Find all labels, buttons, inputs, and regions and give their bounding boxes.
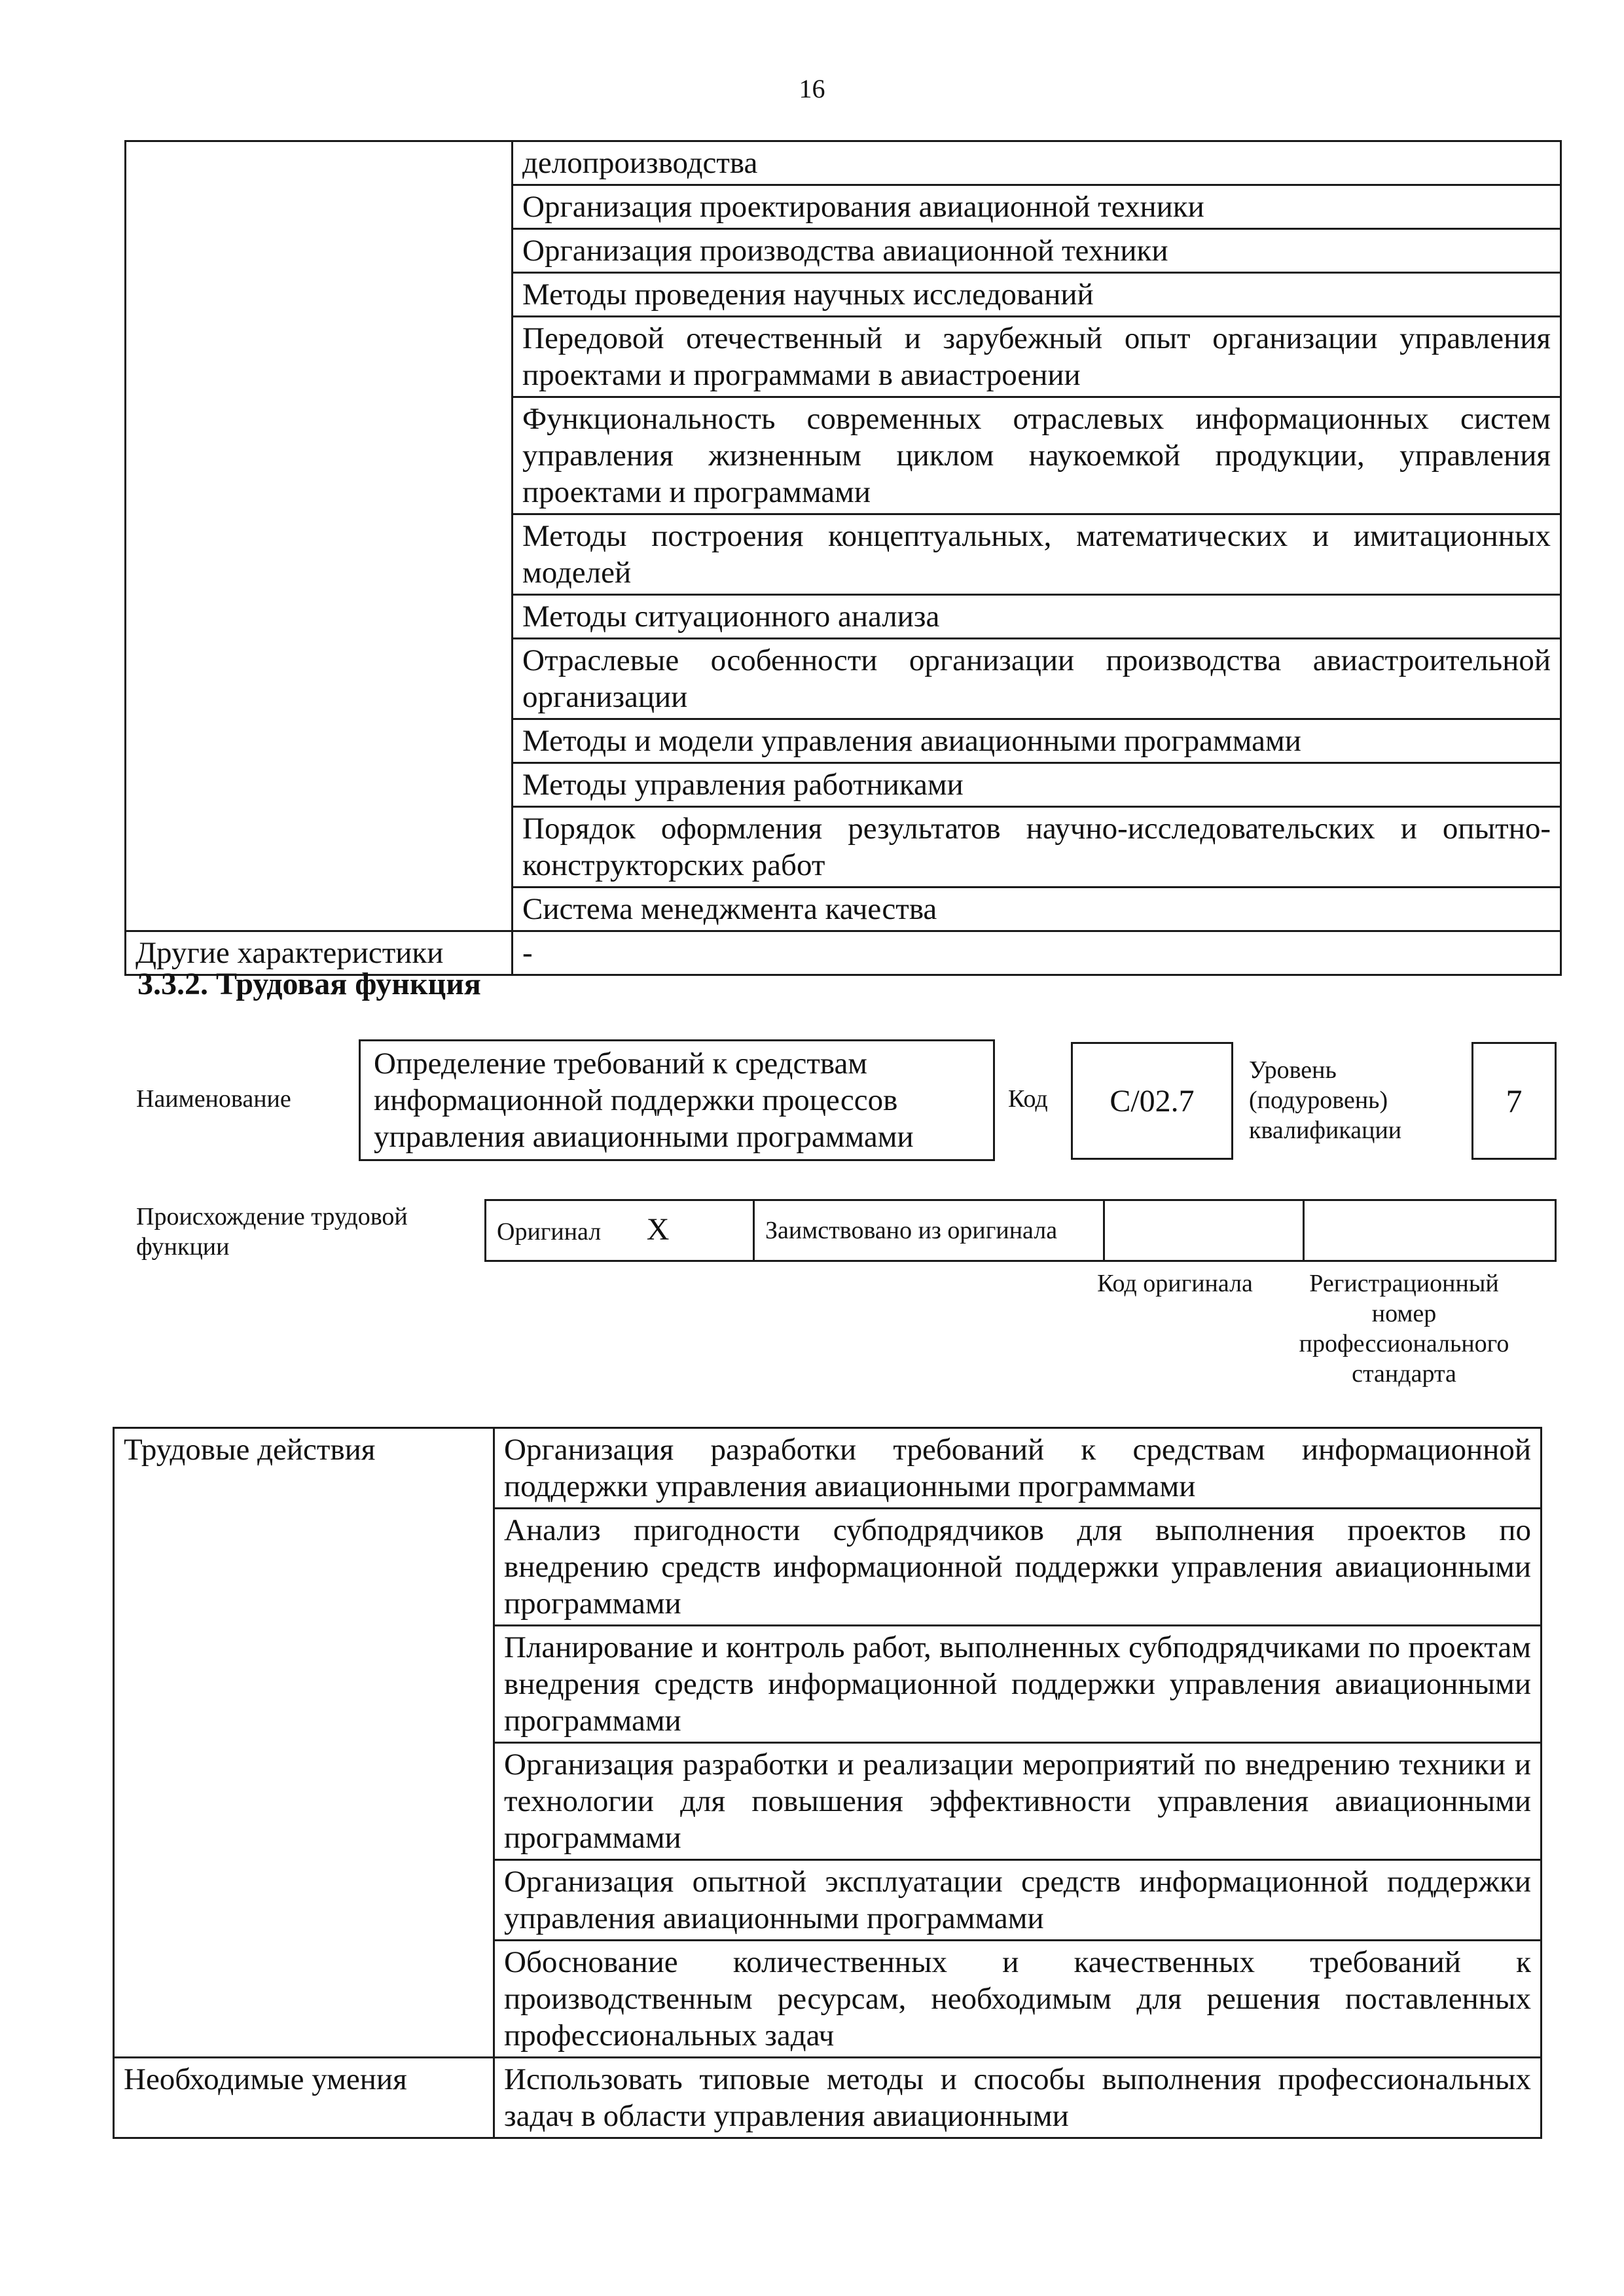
knowledge-item: Методы и модели управления авиационными программами xyxy=(513,719,1561,763)
knowledge-label-cell xyxy=(126,141,513,931)
borrowed-cell: Заимствовано из оригинала xyxy=(754,1200,1104,1261)
other-characteristics-label: Другие характеристики xyxy=(126,931,513,975)
original-mark: X xyxy=(646,1211,670,1247)
origin-label: Происхождение трудовой функции xyxy=(136,1203,408,1261)
knowledge-item: Передовой отечественный и зарубежный опыт организации управления проектами и программами в авиастроении xyxy=(513,317,1561,397)
level-label: Уровень (подуровень) квалификации xyxy=(1249,1056,1402,1144)
knowledge-table xyxy=(124,140,1562,976)
knowledge-item: Организация производства авиационной техники xyxy=(513,229,1561,273)
knowledge-item: Методы управления работниками xyxy=(513,763,1561,807)
function-name-box: Определение требований к средствам информационной поддержки процессов управления авиационными программами xyxy=(359,1039,995,1161)
code-original-caption: Код оригинала xyxy=(1097,1270,1253,1297)
knowledge-item: Порядок оформления результатов научно-исследовательских и опытно-конструкторских работ xyxy=(513,807,1561,888)
actions-table xyxy=(113,1427,1542,2139)
knowledge-item: Отраслевые особенности организации производства авиастроительной организации xyxy=(513,639,1561,719)
action-item: Анализ пригодности субподрядчиков для выполнения проектов по внедрению средств информационной поддержки управления авиационными программами xyxy=(494,1509,1542,1626)
knowledge-item: Функциональность современных отраслевых информационных систем управления жизненным циклом наукоемкой продукции, управления проектами и программами xyxy=(513,397,1561,514)
knowledge-item: Методы ситуационного анализа xyxy=(513,595,1561,639)
action-item-row xyxy=(114,1428,1542,1509)
knowledge-item: делопроизводства xyxy=(513,141,1561,185)
code-label: Код xyxy=(1008,1085,1048,1113)
knowledge-item: Методы проведения научных исследований xyxy=(513,273,1561,317)
knowledge-item: Организация проектирования авиационной техники xyxy=(513,185,1561,229)
knowledge-row xyxy=(126,141,1561,185)
action-item: Организация разработки и реализации мероприятий по внедрению техники и технологии для повышения эффективности управления авиационными программами xyxy=(494,1743,1542,1860)
skills-label-cell: Необходимые умения xyxy=(114,2058,494,2138)
name-label: Наименование xyxy=(136,1085,291,1113)
section-heading: 3.3.2. Трудовая функция xyxy=(137,967,481,1001)
other-characteristics-value: - xyxy=(513,931,1561,975)
skill-item: Использовать типовые методы и способы выполнения профессиональных задач в области управления авиационными xyxy=(494,2058,1542,2138)
original-label: Оригинал xyxy=(497,1217,602,1246)
action-item: Организация разработки требований к средствам информационной поддержки управления авиационными программами xyxy=(494,1428,1542,1509)
level-value-box: 7 xyxy=(1471,1042,1557,1160)
action-item: Обоснование количественных и качественных требований к производственным ресурсам, необходимым для решения поставленных профессиональных задач xyxy=(494,1941,1542,2058)
origin-table xyxy=(484,1199,1557,1262)
skill-item-row xyxy=(114,2058,1542,2138)
reg-number-caption: Регистрационный номер профессионального стандарта xyxy=(1299,1270,1509,1388)
action-item: Планирование и контроль работ, выполненных субподрядчиками по проектам внедрения средств информационной поддержки управления авиационными программами xyxy=(494,1626,1542,1743)
page-number: 16 xyxy=(799,74,825,103)
original-cell xyxy=(486,1200,754,1261)
code-original-cell xyxy=(1104,1200,1304,1261)
code-value-box: С/02.7 xyxy=(1071,1042,1233,1160)
action-item: Организация опытной эксплуатации средств информационной поддержки управления авиационными программами xyxy=(494,1860,1542,1941)
reg-number-cell xyxy=(1304,1200,1556,1261)
actions-label-cell: Трудовые действия xyxy=(114,1428,494,2058)
knowledge-item: Система менеджмента качества xyxy=(513,888,1561,931)
knowledge-item: Методы построения концептуальных, математических и имитационных моделей xyxy=(513,514,1561,595)
